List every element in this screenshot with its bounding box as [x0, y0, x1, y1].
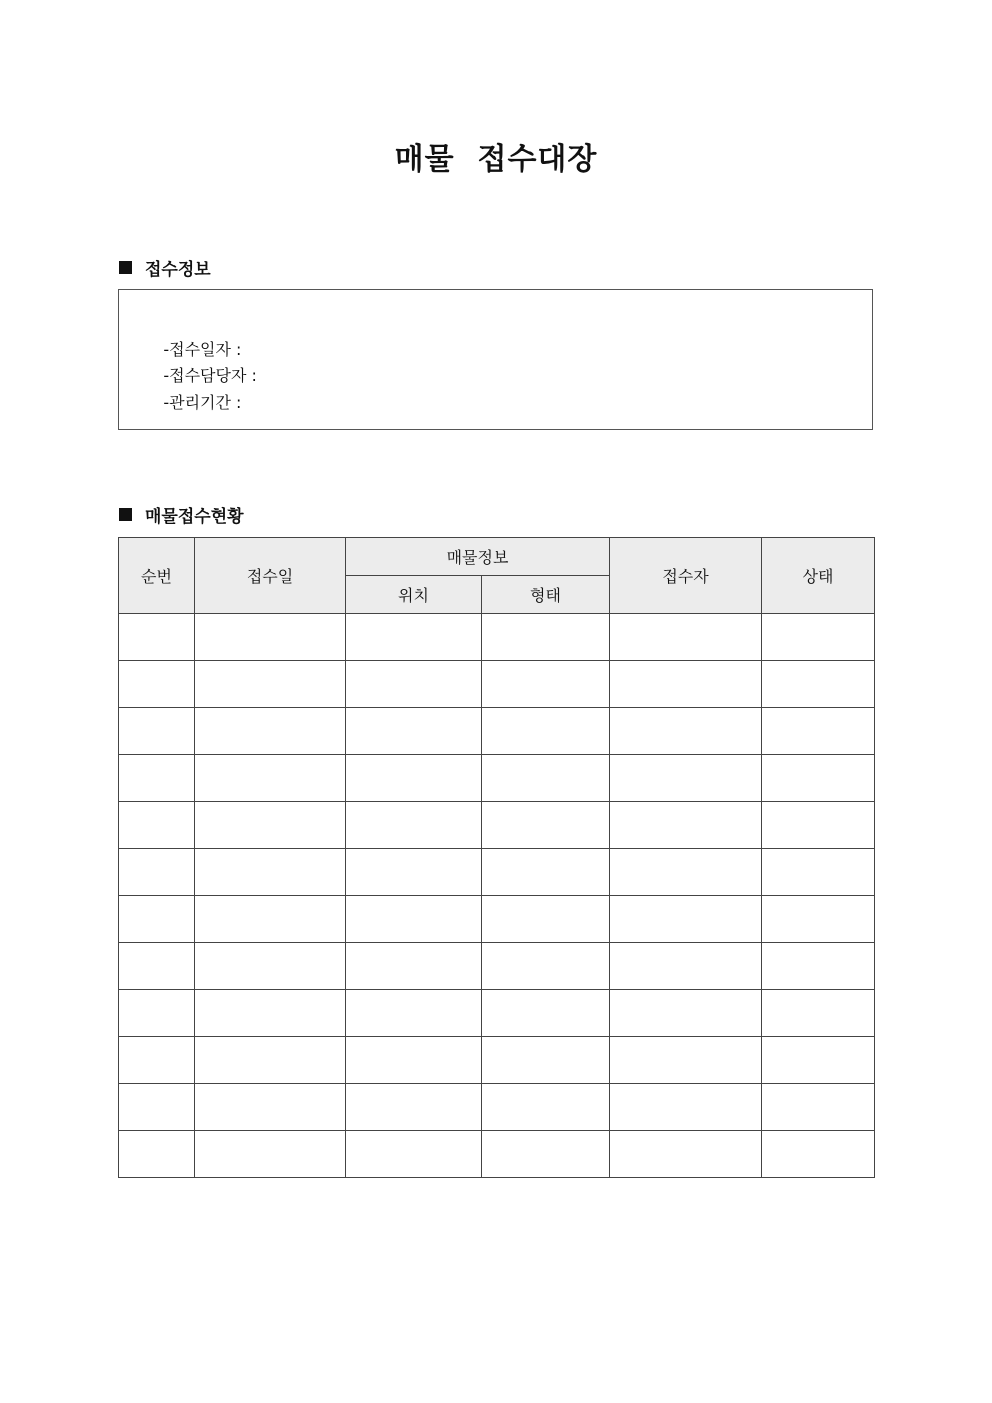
cell-seq[interactable]: [119, 802, 195, 849]
cell-type[interactable]: [482, 943, 610, 990]
property-status-table: [118, 537, 875, 1178]
reception-info-heading: [119, 255, 211, 280]
cell-receiver[interactable]: [610, 661, 762, 708]
cell-location[interactable]: [346, 1037, 482, 1084]
cell-date[interactable]: [195, 1084, 346, 1131]
cell-date[interactable]: [195, 755, 346, 802]
cell-location[interactable]: [346, 849, 482, 896]
cell-receiver[interactable]: [610, 896, 762, 943]
cell-receiver[interactable]: [610, 708, 762, 755]
cell-receiver[interactable]: [610, 614, 762, 661]
cell-type[interactable]: [482, 990, 610, 1037]
table-row: [119, 708, 875, 755]
table-row: [119, 990, 875, 1037]
table-row: [119, 896, 875, 943]
header-property-info: 매물정보: [346, 538, 610, 576]
cell-location[interactable]: [346, 755, 482, 802]
table-row: [119, 1084, 875, 1131]
table-row: [119, 1037, 875, 1084]
cell-location[interactable]: [346, 614, 482, 661]
cell-type[interactable]: [482, 661, 610, 708]
cell-seq[interactable]: [119, 1084, 195, 1131]
cell-status[interactable]: [762, 1131, 875, 1178]
page-title: 매물 접수대장: [394, 142, 598, 177]
cell-date[interactable]: [195, 802, 346, 849]
cell-status[interactable]: [762, 943, 875, 990]
cell-type[interactable]: [482, 1131, 610, 1178]
cell-status[interactable]: [762, 896, 875, 943]
cell-date[interactable]: [195, 849, 346, 896]
info-field-label: -접수담당자 :: [163, 366, 257, 385]
cell-seq[interactable]: [119, 990, 195, 1037]
cell-date[interactable]: [195, 990, 346, 1037]
square-bullet-icon: [119, 508, 132, 521]
cell-date[interactable]: [195, 614, 346, 661]
header-status: 상태: [762, 538, 875, 614]
cell-date[interactable]: [195, 1037, 346, 1084]
cell-type[interactable]: [482, 1037, 610, 1084]
cell-location[interactable]: [346, 990, 482, 1037]
cell-seq[interactable]: [119, 1037, 195, 1084]
info-field-receipt-date[interactable]: [143, 310, 848, 359]
header-seq: 순번: [119, 538, 195, 614]
table-row: [119, 802, 875, 849]
header-receiver: 접수자: [610, 538, 762, 614]
cell-seq[interactable]: [119, 755, 195, 802]
square-bullet-icon: [119, 261, 132, 274]
cell-seq[interactable]: [119, 661, 195, 708]
cell-type[interactable]: [482, 849, 610, 896]
cell-status[interactable]: [762, 990, 875, 1037]
cell-receiver[interactable]: [610, 990, 762, 1037]
cell-status[interactable]: [762, 661, 875, 708]
cell-type[interactable]: [482, 708, 610, 755]
cell-date[interactable]: [195, 708, 346, 755]
cell-receiver[interactable]: [610, 755, 762, 802]
cell-location[interactable]: [346, 661, 482, 708]
header-date: 접수일: [195, 538, 346, 614]
cell-date[interactable]: [195, 943, 346, 990]
status-section-heading: [119, 502, 244, 527]
cell-location[interactable]: [346, 708, 482, 755]
cell-receiver[interactable]: [610, 849, 762, 896]
cell-status[interactable]: [762, 614, 875, 661]
table-body: [119, 614, 875, 1178]
table-row: [119, 1131, 875, 1178]
cell-seq[interactable]: [119, 614, 195, 661]
reception-info-heading-text: 접수정보: [145, 260, 211, 280]
cell-location[interactable]: [346, 896, 482, 943]
info-field-receiver[interactable]: [143, 337, 848, 385]
cell-receiver[interactable]: [610, 943, 762, 990]
status-section-heading-text: 매물접수현황: [145, 507, 244, 527]
table-row: [119, 849, 875, 896]
cell-receiver[interactable]: [610, 802, 762, 849]
cell-type[interactable]: [482, 614, 610, 661]
cell-location[interactable]: [346, 943, 482, 990]
cell-date[interactable]: [195, 661, 346, 708]
cell-type[interactable]: [482, 1084, 610, 1131]
table-row: [119, 661, 875, 708]
cell-date[interactable]: [195, 1131, 346, 1178]
cell-status[interactable]: [762, 849, 875, 896]
cell-location[interactable]: [346, 1131, 482, 1178]
info-field-label: -접수일자 :: [163, 339, 242, 359]
cell-date[interactable]: [195, 896, 346, 943]
cell-location[interactable]: [346, 1084, 482, 1131]
cell-receiver[interactable]: [610, 1084, 762, 1131]
cell-seq[interactable]: [119, 896, 195, 943]
header-type: 형태: [482, 576, 610, 614]
cell-location[interactable]: [346, 802, 482, 849]
cell-status[interactable]: [762, 755, 875, 802]
cell-seq[interactable]: [119, 708, 195, 755]
cell-receiver[interactable]: [610, 1131, 762, 1178]
cell-seq[interactable]: [119, 943, 195, 990]
cell-type[interactable]: [482, 896, 610, 943]
table-row: [119, 755, 875, 802]
info-field-label: -관리기간 :: [163, 392, 242, 412]
cell-type[interactable]: [482, 755, 610, 802]
cell-status[interactable]: [762, 1037, 875, 1084]
cell-status[interactable]: [762, 802, 875, 849]
cell-seq[interactable]: [119, 849, 195, 896]
reception-info-box: [118, 289, 873, 430]
header-location: 위치: [346, 576, 482, 614]
table-row: [119, 943, 875, 990]
cell-type[interactable]: [482, 802, 610, 849]
cell-status[interactable]: [762, 708, 875, 755]
cell-seq[interactable]: [119, 1131, 195, 1178]
cell-status[interactable]: [762, 1084, 875, 1131]
table-row: [119, 614, 875, 661]
cell-receiver[interactable]: [610, 1037, 762, 1084]
